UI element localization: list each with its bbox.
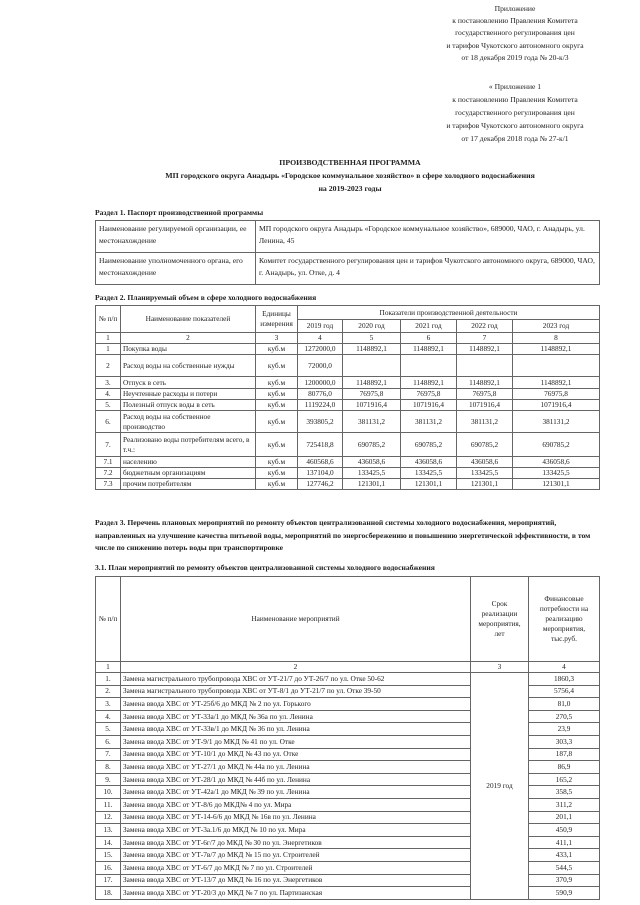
year-header: 2022 год — [457, 320, 513, 333]
table-row — [96, 457, 600, 468]
appendix-line: государственного регулирования цен — [455, 108, 575, 117]
measure-name: Замена ввода ХВС от УТ-28/1 до МКД № 44б по ул. Ленина — [121, 773, 471, 786]
year-value: 1148892,1 — [513, 377, 600, 389]
year-header: 2020 год — [343, 320, 401, 333]
table-row — [96, 377, 600, 389]
passport-row — [96, 221, 600, 253]
measure-name: Замена ввода ХВС от УТ-33а/1 до МКД № 36а по ул. Ленина — [121, 710, 471, 723]
indicator-name: Отпуск в сеть — [121, 377, 256, 389]
column-number: 2 — [121, 333, 256, 344]
passport-table — [95, 220, 600, 285]
year-value: 436058,6 — [343, 457, 401, 468]
column-number: 3 — [256, 333, 298, 344]
column-number: 1 — [96, 662, 121, 673]
measure-name: Замена ввода ХВС от УТ-6/7 до МКД № 7 по ул. Строителей — [121, 861, 471, 874]
unit: куб.м — [256, 433, 298, 457]
year-value: 127746,2 — [298, 479, 343, 490]
document-period: на 2019-2023 годы — [318, 184, 382, 193]
row-number: 5. — [96, 723, 121, 736]
column-number: 1 — [96, 333, 121, 344]
measure-name: Замена магистрального трубопровода ХВС от УТ-8/1 до УТ-21/7 по ул. Отке 39-50 — [121, 685, 471, 698]
indicator-name: Реализовано воды потребителям всего, в т.ч.: — [121, 433, 256, 457]
year-value: 1071916,4 — [343, 400, 401, 411]
table-row — [96, 389, 600, 400]
row-number: 14. — [96, 836, 121, 849]
unit: куб.м — [256, 389, 298, 400]
column-number: 4 — [529, 662, 600, 673]
measure-name: Замена ввода ХВС от УТ-8/6 до МКД№ 4 по ул. Мира — [121, 798, 471, 811]
volume-table — [95, 305, 600, 490]
year-value: 690785,2 — [343, 433, 401, 457]
year-value: 121301,1 — [343, 479, 401, 490]
appendix-line: Приложение — [494, 4, 536, 13]
cost-value: 81,0 — [529, 698, 600, 711]
section2-heading: Раздел 2. Планируемый объем в сфере холодного водоснабжения — [95, 293, 317, 302]
cost-value: 433,1 — [529, 849, 600, 862]
passport-label: Наименование регулируемой организации, ее местонахождение — [96, 221, 256, 253]
cost-value: 1860,3 — [529, 673, 600, 686]
cost-value: 23,9 — [529, 723, 600, 736]
measure-name: Замена ввода ХВС от УТ-20/3 до МКД № 7 по ул. Партизанская — [121, 887, 471, 900]
row-number: 8. — [96, 761, 121, 774]
col-header-unit: Единицы измерения — [256, 306, 298, 333]
row-number: 3. — [96, 377, 121, 389]
year-value: 1272000,0 — [298, 344, 343, 355]
measure-name: Замена ввода ХВС от УТ-25б/6 до МКД № 2 по ул. Горького — [121, 698, 471, 711]
passport-label: Наименование уполномоченного органа, его местонахождение — [96, 253, 256, 285]
year-value: 121301,1 — [401, 479, 457, 490]
indicator-name: Неучтенные расходы и потери — [121, 389, 256, 400]
year-header: 2019 год — [298, 320, 343, 333]
row-number: 7.2 — [96, 468, 121, 479]
passport-value: Комитет государственного регулирования цен и тарифов Чукотского автономного округа, 689000, ЧАО, г. Анадырь, ул. Отке, д. 4 — [256, 253, 600, 285]
col-header-name: Наименование показателей — [121, 306, 256, 333]
year-value: 133425,5 — [401, 468, 457, 479]
row-number: 7.1 — [96, 457, 121, 468]
table-row — [96, 411, 600, 433]
row-number: 17. — [96, 874, 121, 887]
document-subtitle: МП городского округа Анадырь «Городское коммунальное хозяйство» в сфере холодного водоснабжения — [165, 171, 535, 180]
row-number: 15. — [96, 849, 121, 862]
unit: куб.м — [256, 355, 298, 377]
year-value: 1148892,1 — [401, 377, 457, 389]
year-value: 725418,8 — [298, 433, 343, 457]
passport-value: МП городского округа Анадырь «Городское коммунальное хозяйство», 689000, ЧАО, г. Анадырь, ул. Ленина, 45 — [256, 221, 600, 253]
implementation-term: 2019 год — [471, 673, 529, 900]
row-number: 4. — [96, 389, 121, 400]
measure-name: Замена ввода ХВС от УТ-6г/7 до МКД № 30 по ул. Энергетиков — [121, 836, 471, 849]
year-header: 2023 год — [513, 320, 600, 333]
col-header-group: Показатели производственной деятельности — [298, 306, 600, 320]
cost-value: 165,2 — [529, 773, 600, 786]
measure-name: Замена магистрального трубопровода ХВС от УТ-21/7 до УТ-26/7 по ул. Отке 50-62 — [121, 673, 471, 686]
year-value: 690785,2 — [401, 433, 457, 457]
cost-value: 411,1 — [529, 836, 600, 849]
column-number: 7 — [457, 333, 513, 344]
year-value: 76975,8 — [343, 389, 401, 400]
year-value: 80776,0 — [298, 389, 343, 400]
cost-value: 201,1 — [529, 811, 600, 824]
appendix-line: к постановлению Правления Комитета — [452, 95, 578, 104]
appendix-line: к постановлению Правления Комитета — [452, 16, 578, 26]
col-header-num: № п/п — [96, 577, 121, 662]
row-number: 4. — [96, 710, 121, 723]
year-value: 393805,2 — [298, 411, 343, 433]
year-value: 1071916,4 — [401, 400, 457, 411]
col-header-term: Срок реализации мероприятия, лет — [471, 577, 529, 662]
column-number: 8 — [513, 333, 600, 344]
year-value — [401, 355, 457, 377]
measure-name: Замена ввода ХВС от УТ-13/7 до МКД № 16 по ул. Энергетиков — [121, 874, 471, 887]
indicator-name: бюджетным организациям — [121, 468, 256, 479]
cost-value: 86,9 — [529, 761, 600, 774]
cost-value: 358,5 — [529, 786, 600, 799]
year-value: 72000,0 — [298, 355, 343, 377]
appendix-line: и тарифов Чукотского автономного округа — [446, 121, 584, 130]
section3-heading: Раздел 3. Перечень плановых мероприятий по ремонту объектов централизованной системы холодного водоснабжения, мероприятий, направленных на улучшение качества питьевой воды, мероприятий по энергосбережению и повышению энергетической эффективности, в том числе по снижению потерь воды при транспортировке — [95, 518, 591, 552]
table-row — [96, 400, 600, 411]
col-header-finance: Финансовые потребности на реализацию мероприятия, тыс.руб. — [529, 577, 600, 662]
row-number: 2 — [96, 355, 121, 377]
indicator-name: Расход воды на собственное производство — [121, 411, 256, 433]
year-value: 1071916,4 — [457, 400, 513, 411]
cost-value: 544,5 — [529, 861, 600, 874]
row-number: 12. — [96, 811, 121, 824]
year-value: 1148892,1 — [457, 377, 513, 389]
year-value: 133425,5 — [343, 468, 401, 479]
year-value: 1148892,1 — [343, 344, 401, 355]
unit: куб.м — [256, 400, 298, 411]
appendix-new-block — [400, 3, 630, 64]
appendix-line: от 18 декабря 2019 года № 20-к/3 — [461, 52, 569, 62]
cost-value: 450,9 — [529, 824, 600, 837]
unit: куб.м — [256, 468, 298, 479]
measure-name: Замена ввода ХВС от УТ-27/1 до МКД № 44а по ул. Ленина — [121, 761, 471, 774]
repair-plan-table — [95, 576, 600, 900]
indicator-name: прочим потребителям — [121, 479, 256, 490]
cost-value: 5756,4 — [529, 685, 600, 698]
year-value: 436058,6 — [513, 457, 600, 468]
table-row — [96, 468, 600, 479]
row-number: 7. — [96, 433, 121, 457]
year-header: 2021 год — [401, 320, 457, 333]
cost-value: 311,2 — [529, 798, 600, 811]
year-value: 133425,5 — [513, 468, 600, 479]
table-row — [96, 479, 600, 490]
unit: куб.м — [256, 377, 298, 389]
appendix-line: от 17 декабря 2018 года № 27-к/1 — [461, 134, 569, 143]
year-value: 1148892,1 — [457, 344, 513, 355]
measure-name: Замена ввода ХВС от УТ-33в/1 до МКД № 36 по ул. Ленина — [121, 723, 471, 736]
year-value: 381131,2 — [343, 411, 401, 433]
column-number: 4 — [298, 333, 343, 344]
year-value: 381131,2 — [513, 411, 600, 433]
table-row — [96, 433, 600, 457]
year-value: 690785,2 — [457, 433, 513, 457]
row-number: 6. — [96, 411, 121, 433]
row-number: 1. — [96, 673, 121, 686]
year-value: 1148892,1 — [513, 344, 600, 355]
year-value: 381131,2 — [401, 411, 457, 433]
row-number: 11. — [96, 798, 121, 811]
year-value: 690785,2 — [513, 433, 600, 457]
column-number: 3 — [471, 662, 529, 673]
row-number: 6. — [96, 735, 121, 748]
cost-value: 303,3 — [529, 735, 600, 748]
row-number: 18. — [96, 887, 121, 900]
col-header-num: № п/п — [96, 306, 121, 333]
appendix-line: государственного регулирования цен — [455, 28, 575, 38]
year-value: 1119224,0 — [298, 400, 343, 411]
year-value: 121301,1 — [513, 479, 600, 490]
document-title: ПРОИЗВОДСТВЕННАЯ ПРОГРАММА — [279, 158, 421, 167]
row-number: 7. — [96, 748, 121, 761]
appendix-line: и тарифов Чукотского автономного округа — [446, 40, 584, 50]
row-number: 13. — [96, 824, 121, 837]
appendix-line: « Приложение 1 — [488, 82, 542, 91]
appendix-old-block — [400, 80, 630, 145]
section1-heading: Раздел 1. Паспорт производственной программы — [95, 208, 264, 217]
indicator-name: Полезный отпуск воды в сеть — [121, 400, 256, 411]
unit: куб.м — [256, 344, 298, 355]
year-value: 76975,8 — [401, 389, 457, 400]
measure-name: Замена ввода ХВС от УТ-3а.1/6 до МКД № 10 по ул. Мира — [121, 824, 471, 837]
year-value: 76975,8 — [513, 389, 600, 400]
measure-name: Замена ввода ХВС от УТ-7в/7 до МКД № 15 по ул. Строителей — [121, 849, 471, 862]
measure-name: Замена ввода ХВС от УТ-9/1 до МКД № 41 по ул. Отке — [121, 735, 471, 748]
row-number: 2. — [96, 685, 121, 698]
column-number: 6 — [401, 333, 457, 344]
row-number: 3. — [96, 698, 121, 711]
column-number: 2 — [121, 662, 471, 673]
year-value: 133425,5 — [457, 468, 513, 479]
row-number: 9. — [96, 773, 121, 786]
year-value: 76975,8 — [457, 389, 513, 400]
cost-value: 370,9 — [529, 874, 600, 887]
year-value: 1071916,4 — [513, 400, 600, 411]
year-value: 436058,6 — [457, 457, 513, 468]
document-title-block — [60, 156, 640, 195]
passport-row — [96, 253, 600, 285]
cost-value: 590,9 — [529, 887, 600, 900]
year-value — [513, 355, 600, 377]
measure-name: Замена ввода ХВС от УТ-14-6/6 до МКД № 16в по ул. Ленина — [121, 811, 471, 824]
table-row — [96, 355, 600, 377]
row-number: 10. — [96, 786, 121, 799]
year-value: 137104,0 — [298, 468, 343, 479]
year-value: 381131,2 — [457, 411, 513, 433]
year-value — [343, 355, 401, 377]
row-number: 16. — [96, 861, 121, 874]
year-value: 1148892,1 — [343, 377, 401, 389]
col-header-name: Наименование мероприятий — [121, 577, 471, 662]
measure-name: Замена ввода ХВС от УТ-42а/1 до МКД № 39 по ул. Ленина — [121, 786, 471, 799]
section3-subheading: 3.1. План мероприятий по ремонту объектов централизованной системы холодного водоснабжения — [95, 563, 435, 572]
indicator-name: Расход воды на собственные нужды — [121, 355, 256, 377]
unit: куб.м — [256, 479, 298, 490]
year-value: 121301,1 — [457, 479, 513, 490]
cost-value: 187,8 — [529, 748, 600, 761]
year-value: 1200000,0 — [298, 377, 343, 389]
table-row — [96, 344, 600, 355]
year-value: 436058,6 — [401, 457, 457, 468]
row-number: 5. — [96, 400, 121, 411]
row-number: 1 — [96, 344, 121, 355]
table-row — [96, 673, 600, 686]
cost-value: 270,5 — [529, 710, 600, 723]
row-number: 7.3 — [96, 479, 121, 490]
measure-name: Замена ввода ХВС от УТ-10/1 до МКД № 43 по ул. Отке — [121, 748, 471, 761]
column-number: 5 — [343, 333, 401, 344]
year-value: 1148892,1 — [401, 344, 457, 355]
unit: куб.м — [256, 457, 298, 468]
indicator-name: населению — [121, 457, 256, 468]
unit: куб.м — [256, 411, 298, 433]
year-value — [457, 355, 513, 377]
year-value: 460568,6 — [298, 457, 343, 468]
indicator-name: Покупка воды — [121, 344, 256, 355]
